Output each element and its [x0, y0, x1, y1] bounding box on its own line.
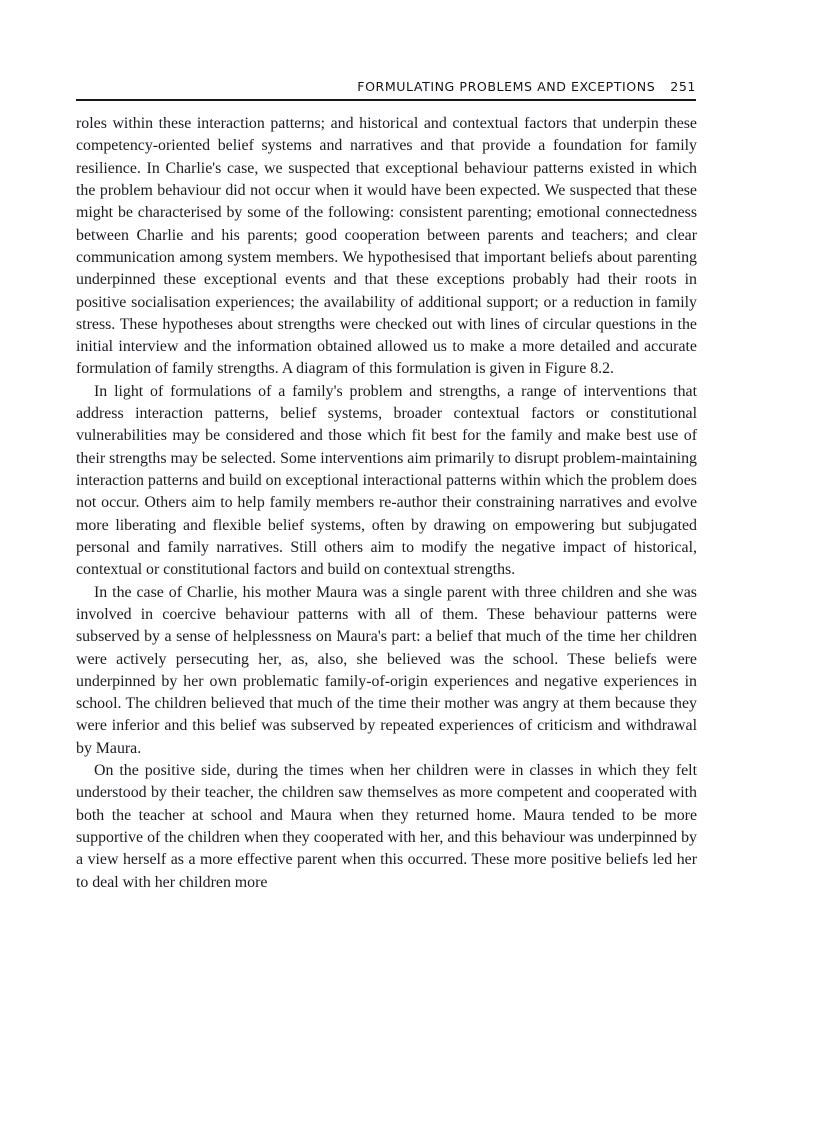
- body-text-column: [76, 113, 697, 894]
- running-header: [76, 72, 696, 94]
- paragraph-positive-side: On the positive side, during the times when her children were in classes in which they felt understood by their teacher, the children saw themselves as more competent and cooperated with both the teacher at school and Maura when they returned home. Maura tended to be more supportive of the children when they cooperated with her, and this behaviour was underpinned by a view herself as a more effective parent when this occurred. These more positive beliefs led her to deal with her children more: [76, 762, 697, 891]
- header-divider-rule: [76, 99, 696, 101]
- paragraph-strengths-formulation: roles within these interaction patterns; and historical and contextual factors that underpin these competency-oriented belief systems and narratives and that provide a foundation for family resilience. In Charlie's case, we suspected that exceptional behaviour patterns existed in which the problem behaviour did not occur when it would have been expected. We suspected that these might be characterised by some of the following: consistent parenting; emotional connectedness between Charlie and his parents; good cooperation between parents and teachers; and clear communication among system members. We hypothesised that important beliefs about parenting underpinned these exceptional events and that these exceptions probably had their roots in positive socialisation experiences; the availability of additional support; or a reduction in family stress. These hypotheses about strengths were checked out with lines of circular questions in the initial interview and the information obtained allowed us to make a more detailed and accurate formulation of family strengths. A diagram of this formulation is given in Figure 8.2.: [76, 115, 697, 378]
- paragraph-interventions: In light of formulations of a family's problem and strengths, a range of interventions that address interaction patterns, belief systems, broader contextual factors or constitutional vulnerabilities may be considered and those which fit best for the family and make best use of their strengths may be selected. Some interventions aim primarily to disrupt problem-maintaining interaction patterns and build on exceptional interactional patterns within which the problem does not occur. Others aim to help family members re-author their constraining narratives and evolve more liberating and flexible belief systems, often by drawing on empowering but subjugated personal and family narratives. Still others aim to modify the negative impact of historical, contextual or constitutional factors and build on contextual strengths.: [76, 382, 697, 579]
- running-header-title: FORMULATING PROBLEMS AND EXCEPTIONS: [357, 79, 656, 94]
- paragraph-charlie-case: In the case of Charlie, his mother Maura was a single parent with three children and she was involved in coercive behaviour patterns with all of them. These behaviour patterns were subserved by a sense of helplessness on Maura's part: a belief that much of the time her children were actively persecuting her, as, also, she believed was the school. These beliefs were underpinned by her own problematic family-of-origin experiences and negative experiences in school. The children believed that much of the time their mother was angry at them because they were inferior and this belief was subserved by repeated experiences of criticism and withdrawal by Maura.: [76, 583, 697, 757]
- page-number: 251: [670, 79, 696, 94]
